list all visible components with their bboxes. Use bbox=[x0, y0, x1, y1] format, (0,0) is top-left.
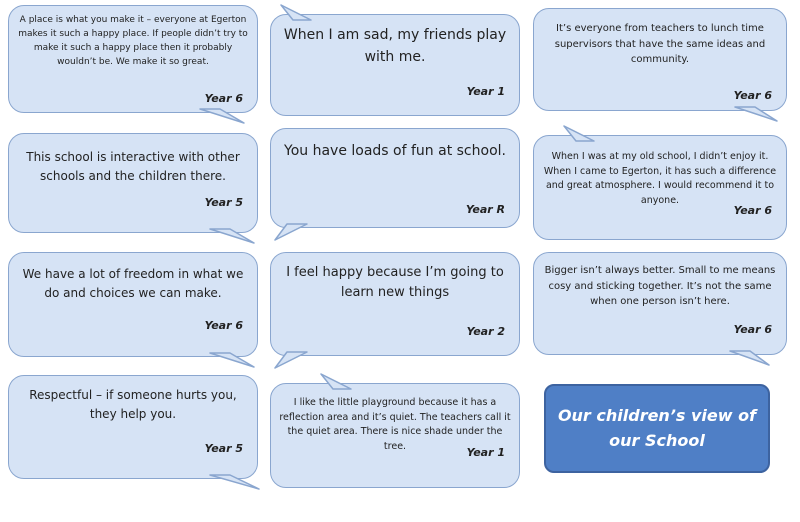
bubble-happy-place bbox=[8, 5, 258, 113]
bubble-respectful bbox=[8, 375, 258, 479]
quote-text: When I am sad, my friends play with me. bbox=[283, 27, 507, 65]
year-label: Year 1 bbox=[466, 85, 505, 98]
quote-text: I feel happy because I’m going to learn new things bbox=[286, 265, 504, 301]
bubble-friends bbox=[270, 14, 520, 116]
bubble-bigger bbox=[533, 252, 787, 355]
year-label: Year 6 bbox=[733, 89, 772, 102]
quote-text: Respectful – if someone hurts you, they help you. bbox=[29, 388, 237, 421]
quote-text: We have a lot of freedom in what we do and choices we can make. bbox=[22, 267, 244, 300]
quote-text: This school is interactive with other schools and the children there. bbox=[26, 150, 240, 183]
year-label: Year 5 bbox=[204, 442, 243, 455]
quote-text: You have loads of fun at school. bbox=[284, 143, 506, 159]
year-label: Year 1 bbox=[466, 446, 505, 459]
year-label: Year 6 bbox=[204, 319, 243, 332]
year-label: Year 6 bbox=[733, 204, 772, 217]
quote-text: I like the little playground because it has a reflection area and it’s quiet. The teachers call it the quiet area. There is nice shade under the tree. bbox=[279, 397, 511, 453]
year-label: Year 2 bbox=[466, 325, 505, 338]
bubble-freedom bbox=[8, 252, 258, 357]
year-label: Year 5 bbox=[204, 196, 243, 209]
bubble-learn bbox=[270, 252, 520, 356]
quote-text: A place is what you make it – everyone at Egerton makes it such a happy place. If people didn’t try to make it such a happy place then it probably wouldn’t be. We make it so great. bbox=[18, 15, 248, 67]
bubble-community bbox=[533, 8, 787, 111]
year-label: Year 6 bbox=[733, 323, 772, 336]
bubble-interactive bbox=[8, 133, 258, 233]
year-label: Year R bbox=[465, 203, 505, 216]
bubble-fun bbox=[270, 128, 520, 228]
bubble-old-school bbox=[533, 135, 787, 240]
page-title: Our children’s view of our School bbox=[544, 384, 770, 473]
quote-text: When I was at my old school, I didn’t enjoy it. When I came to Egerton, it has such a difference and great atmosphere. I would recommend it to anyone. bbox=[543, 151, 777, 207]
quote-text: Bigger isn’t always better. Small to me means cosy and sticking together. It’s not the same when one person isn’t here. bbox=[544, 265, 776, 307]
year-label: Year 6 bbox=[204, 92, 243, 105]
bubble-playground bbox=[270, 383, 520, 488]
quote-text: It’s everyone from teachers to lunch time supervisors that have the same ideas and community. bbox=[554, 23, 766, 65]
